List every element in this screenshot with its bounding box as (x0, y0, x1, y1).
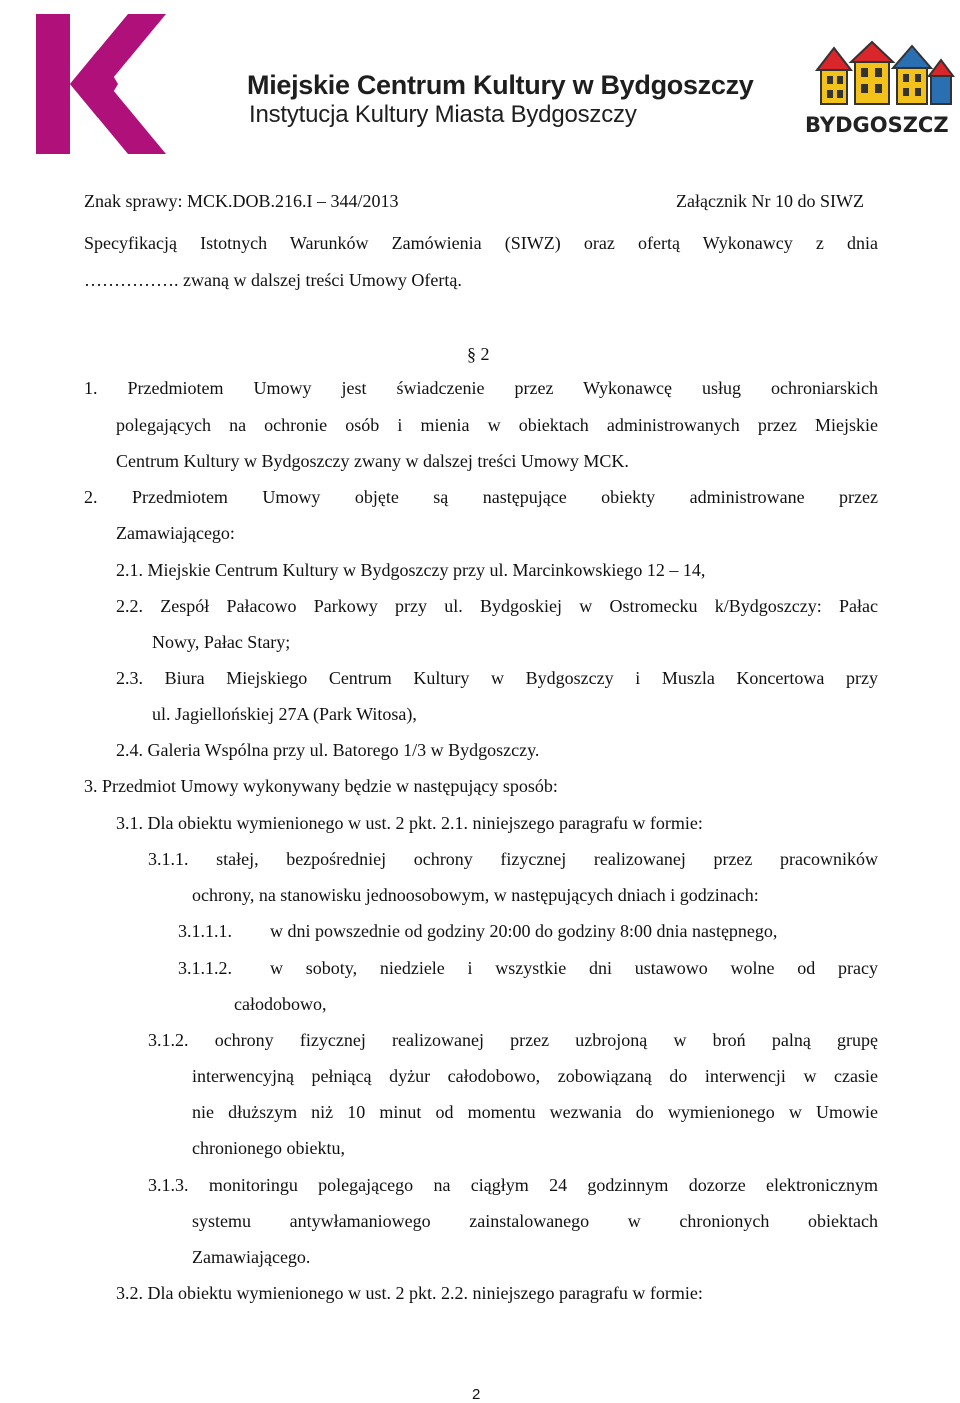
page-number: 2 (472, 1386, 481, 1403)
case-reference: Znak sprawy: MCK.DOB.216.I – 344/2013 (84, 191, 399, 211)
paragraph-line: Zamawiającego: (116, 523, 235, 543)
list-item: w soboty, niedziele i wszystkie dni ustawowo wolne od pracy (270, 958, 878, 978)
paragraph-line: polegających na ochronie osób i mienia w obiektach administrowanych przez Miejskie (116, 415, 878, 435)
section-heading: § 2 (467, 344, 490, 364)
bydgoszcz-city-logo-icon (803, 40, 955, 140)
list-item: Nowy, Pałac Stary; (152, 632, 291, 652)
paragraph-line: 1. Przedmiotem Umowy jest świadczenie przez Wykonawcę usług ochroniarskich (84, 378, 878, 398)
intro-line: Specyfikacją Istotnych Warunków Zamówienia (SIWZ) oraz ofertą Wykonawcy z dnia (84, 233, 878, 253)
list-item: 3.2. Dla obiektu wymienionego w ust. 2 pkt. 2.2. niniejszego paragrafu w formie: (116, 1283, 703, 1303)
list-item: ul. Jagiellońskiej 27A (Park Witosa), (152, 704, 417, 724)
org-name: Miejskie Centrum Kultury w Bydgoszczy (247, 70, 754, 100)
list-item: w dni powszednie od godziny 20:00 do godziny 8:00 dnia następnego, (270, 921, 778, 941)
list-item: 3.1. Dla obiektu wymienionego w ust. 2 pkt. 2.1. niniejszego paragrafu w formie: (116, 813, 703, 833)
letterhead (0, 0, 960, 170)
list-item: 2.2. Zespół Pałacowo Parkowy przy ul. Bydgoskiej w Ostromecku k/Bydgoszczy: Pałac (116, 596, 878, 616)
list-item: chronionego obiektu, (192, 1138, 345, 1158)
paragraph-line: 2. Przedmiotem Umowy objęte są następujące obiekty administrowane przez (84, 487, 878, 507)
city-logo-text: BYDGOSZCZ (805, 113, 949, 137)
annex-label: Załącznik Nr 10 do SIWZ (676, 191, 864, 211)
list-item: 2.4. Galeria Wspólna przy ul. Batorego 1/3 w Bydgoszczy. (116, 740, 540, 760)
list-item: 2.3. Biura Miejskiego Centrum Kultury w Bydgoszczy i Muszla Koncertowa przy (116, 668, 878, 688)
list-item-number: 3.1.1.2. (178, 958, 232, 978)
list-item: interwencyjną pełniącą dyżur całodobowo, zobowiązaną do interwencji w czasie (192, 1066, 878, 1086)
list-item: całodobowo, (234, 994, 327, 1014)
list-item: Zamawiającego. (192, 1247, 311, 1267)
list-item: ochrony, na stanowisku jednoosobowym, w następujących dniach i godzinach: (192, 885, 759, 905)
paragraph-line: 3. Przedmiot Umowy wykonywany będzie w następujący sposób: (84, 776, 558, 796)
list-item: 2.1. Miejskie Centrum Kultury w Bydgoszczy przy ul. Marcinkowskiego 12 – 14, (116, 560, 706, 580)
list-item: 3.1.1. stałej, bezpośredniej ochrony fizycznej realizowanej przez pracowników (148, 849, 878, 869)
list-item: nie dłuższym niż 10 minut od momentu wezwania do wymienionego w Umowie (192, 1102, 878, 1122)
list-item: systemu antywłamaniowego zainstalowanego w chronionych obiektach (192, 1211, 878, 1231)
org-subtitle: Instytucja Kultury Miasta Bydgoszczy (249, 101, 637, 128)
list-item: 3.1.3. monitoringu polegającego na ciągłym 24 godzinnym dozorze elektronicznym (148, 1175, 878, 1195)
list-item: 3.1.2. ochrony fizycznej realizowanej przez uzbrojoną w broń palną grupę (148, 1030, 878, 1050)
mck-k-logo-icon (26, 6, 166, 162)
list-item-number: 3.1.1.1. (178, 921, 232, 941)
intro-line: ……………. zwaną w dalszej treści Umowy Ofertą. (84, 270, 462, 290)
paragraph-line: Centrum Kultury w Bydgoszczy zwany w dalszej treści Umowy MCK. (116, 451, 629, 471)
